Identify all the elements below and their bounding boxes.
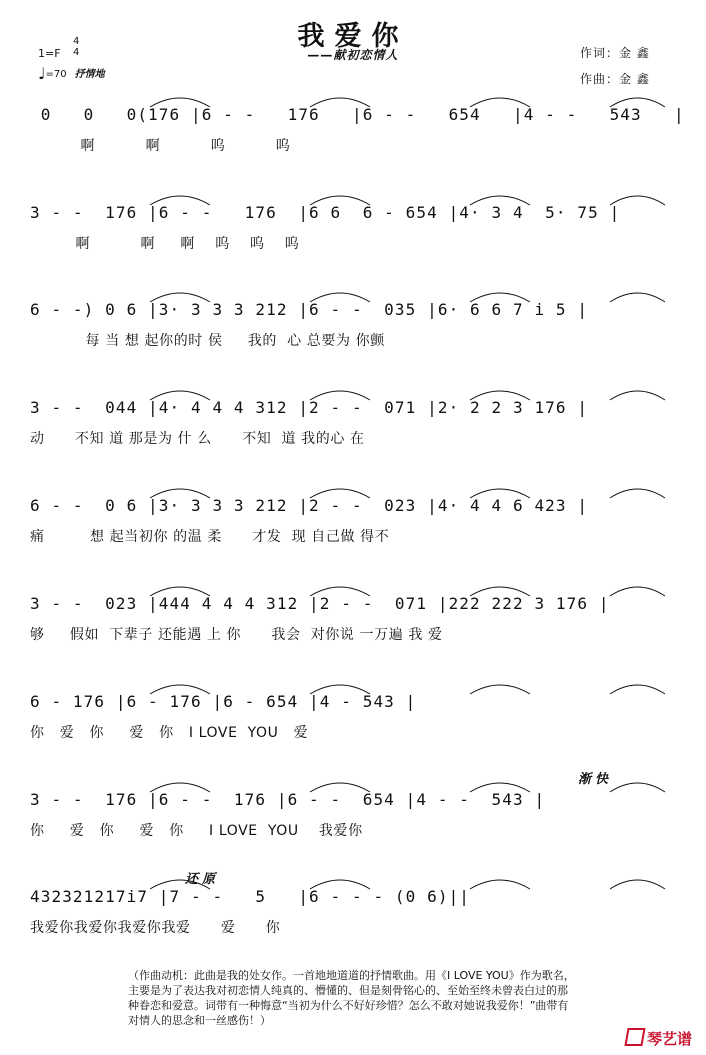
notation-line: 3 - - 176 |6 - - 176 |6 6 6 - 654 |4· 3 4 5· 75 | <box>30 203 621 222</box>
slur-arc <box>610 391 665 400</box>
a-tempo-mark: 还原 <box>185 872 220 887</box>
notation-line: 3 - - 044 |4· 4 4 4 312 |2 - - 071 |2· 2 2 3 176 | <box>30 398 589 417</box>
song-title: 我爱你 <box>297 21 409 52</box>
slur-arc <box>470 293 530 302</box>
slur-arc <box>610 685 665 694</box>
song-subtitle: ——献初恋情人 <box>307 48 399 62</box>
notation-line: 6 - - 0 6 |3· 3 3 3 212 |2 - - 023 |4· 4 4 6 423 | <box>30 496 589 515</box>
slur-arc <box>610 489 665 498</box>
time-signature <box>73 36 79 58</box>
slur-marks <box>30 871 670 891</box>
slur-arc <box>310 783 370 792</box>
slur-arc <box>610 587 665 596</box>
site-logo <box>626 1028 692 1049</box>
slur-arc <box>310 489 370 498</box>
composition-note-text: （作曲动机：此曲是我的处女作。一首地地道道的抒情歌曲。用《I LOVE YOU》作为歌名，主要是为了表达我对初恋情人纯真的、懵懂的、但是刻骨铭心的、至始至终未曾表白过的那种眷恋和爱意。词带有一种悔意“当初为什么不好好珍惜？怎么不敢对她说我爱你！”曲带有对情人的思念和一丝感伤！） <box>128 969 575 1027</box>
tempo-marking <box>38 62 105 81</box>
slur-marks <box>30 187 670 207</box>
lyric-line: 痛 想 起当初你 的温 柔 才发 现 自己做 得不 <box>30 529 390 545</box>
slur-arc <box>310 391 370 400</box>
slur-arc <box>470 685 530 694</box>
logo-text: 琴艺谱 <box>647 1030 693 1048</box>
composer-credit: 作曲：金 鑫 <box>580 72 650 86</box>
accelerando-mark: 渐快 <box>578 772 613 787</box>
composition-note <box>0 968 706 1028</box>
slur-arc <box>610 98 665 107</box>
slur-arc <box>470 489 530 498</box>
slur-marks <box>30 676 670 696</box>
slur-arc <box>470 98 530 107</box>
slur-arc <box>150 293 210 302</box>
slur-arc <box>310 98 370 107</box>
slur-marks <box>30 382 670 402</box>
time-signature-top: 4 <box>73 36 80 47</box>
slur-arc <box>470 196 530 205</box>
slur-arc <box>150 587 210 596</box>
slur-arc <box>470 783 530 792</box>
logo-icon <box>624 1028 645 1046</box>
lyric-line: 我爱你我爱你我爱你我爱 爱 你 <box>30 920 281 936</box>
notation-line: 3 - - 023 |444 4 4 4 312 |2 - - 071 |222 222 3 176 | <box>30 594 610 613</box>
slur-arc <box>610 880 665 889</box>
slur-marks <box>30 284 670 304</box>
slur-arc <box>470 391 530 400</box>
time-signature-bottom: 4 <box>73 47 80 58</box>
slur-arc <box>310 196 370 205</box>
slur-arc <box>610 196 665 205</box>
lyric-line: 你 爱 你 爱 你 I LOVE YOU 爱 <box>30 725 309 741</box>
slur-arc <box>470 587 530 596</box>
notation-line: 0 0 0(176 |6 - - 176 |6 - - 654 |4 - - 543 | <box>30 105 685 124</box>
notation-line: 432321217i7 |7 - - 5 |6 - - - (0 6)|| <box>30 887 471 906</box>
slur-marks <box>30 578 670 598</box>
slur-arc <box>310 880 370 889</box>
tempo-value: =70 <box>45 69 67 80</box>
slur-arc <box>610 293 665 302</box>
notation-line: 3 - - 176 |6 - - 176 |6 - - 654 |4 - - 543 | <box>30 790 546 809</box>
notation-line: 6 - -) 0 6 |3· 3 3 3 212 |6 - - 035 |6· 6 6 7 i 5 | <box>30 300 589 319</box>
slur-marks <box>30 480 670 500</box>
slur-arc <box>150 196 210 205</box>
slur-arc <box>150 783 210 792</box>
slur-arc <box>310 685 370 694</box>
slur-marks <box>30 774 670 794</box>
slur-arc <box>150 489 210 498</box>
slur-arc <box>150 685 210 694</box>
lyric-line: 每 当 想 起你的时 侯 我的 心 总要为 你颤 <box>30 333 385 349</box>
quarter-note-icon: ♩ <box>38 64 46 83</box>
slur-arc <box>470 880 530 889</box>
lyricist-credit: 作词：金 鑫 <box>580 46 650 60</box>
notation-line: 6 - 176 |6 - 176 |6 - 654 |4 - 543 | <box>30 692 417 711</box>
slur-arc <box>310 587 370 596</box>
lyric-line: 够 假如 下辈子 还能遇 上 你 我会 对你说 一万遍 我 爱 <box>30 627 443 643</box>
slur-arc <box>310 293 370 302</box>
lyric-line: 你 爱 你 爱 你 I LOVE YOU 我爱你 <box>30 823 363 839</box>
lyric-line: 动 不知 道 那是为 什 么 不知 道 我的心 在 <box>30 431 365 447</box>
key-signature: 1=F <box>38 47 61 60</box>
slur-arc <box>150 391 210 400</box>
slur-marks <box>30 89 670 109</box>
slur-arc <box>150 98 210 107</box>
expression-mark: 抒情地 <box>74 69 105 80</box>
lyric-line: 啊 啊 啊 呜 呜 呜 <box>30 236 300 252</box>
slur-arc <box>610 783 665 792</box>
lyric-line: 啊 啊 呜 呜 <box>30 138 291 154</box>
